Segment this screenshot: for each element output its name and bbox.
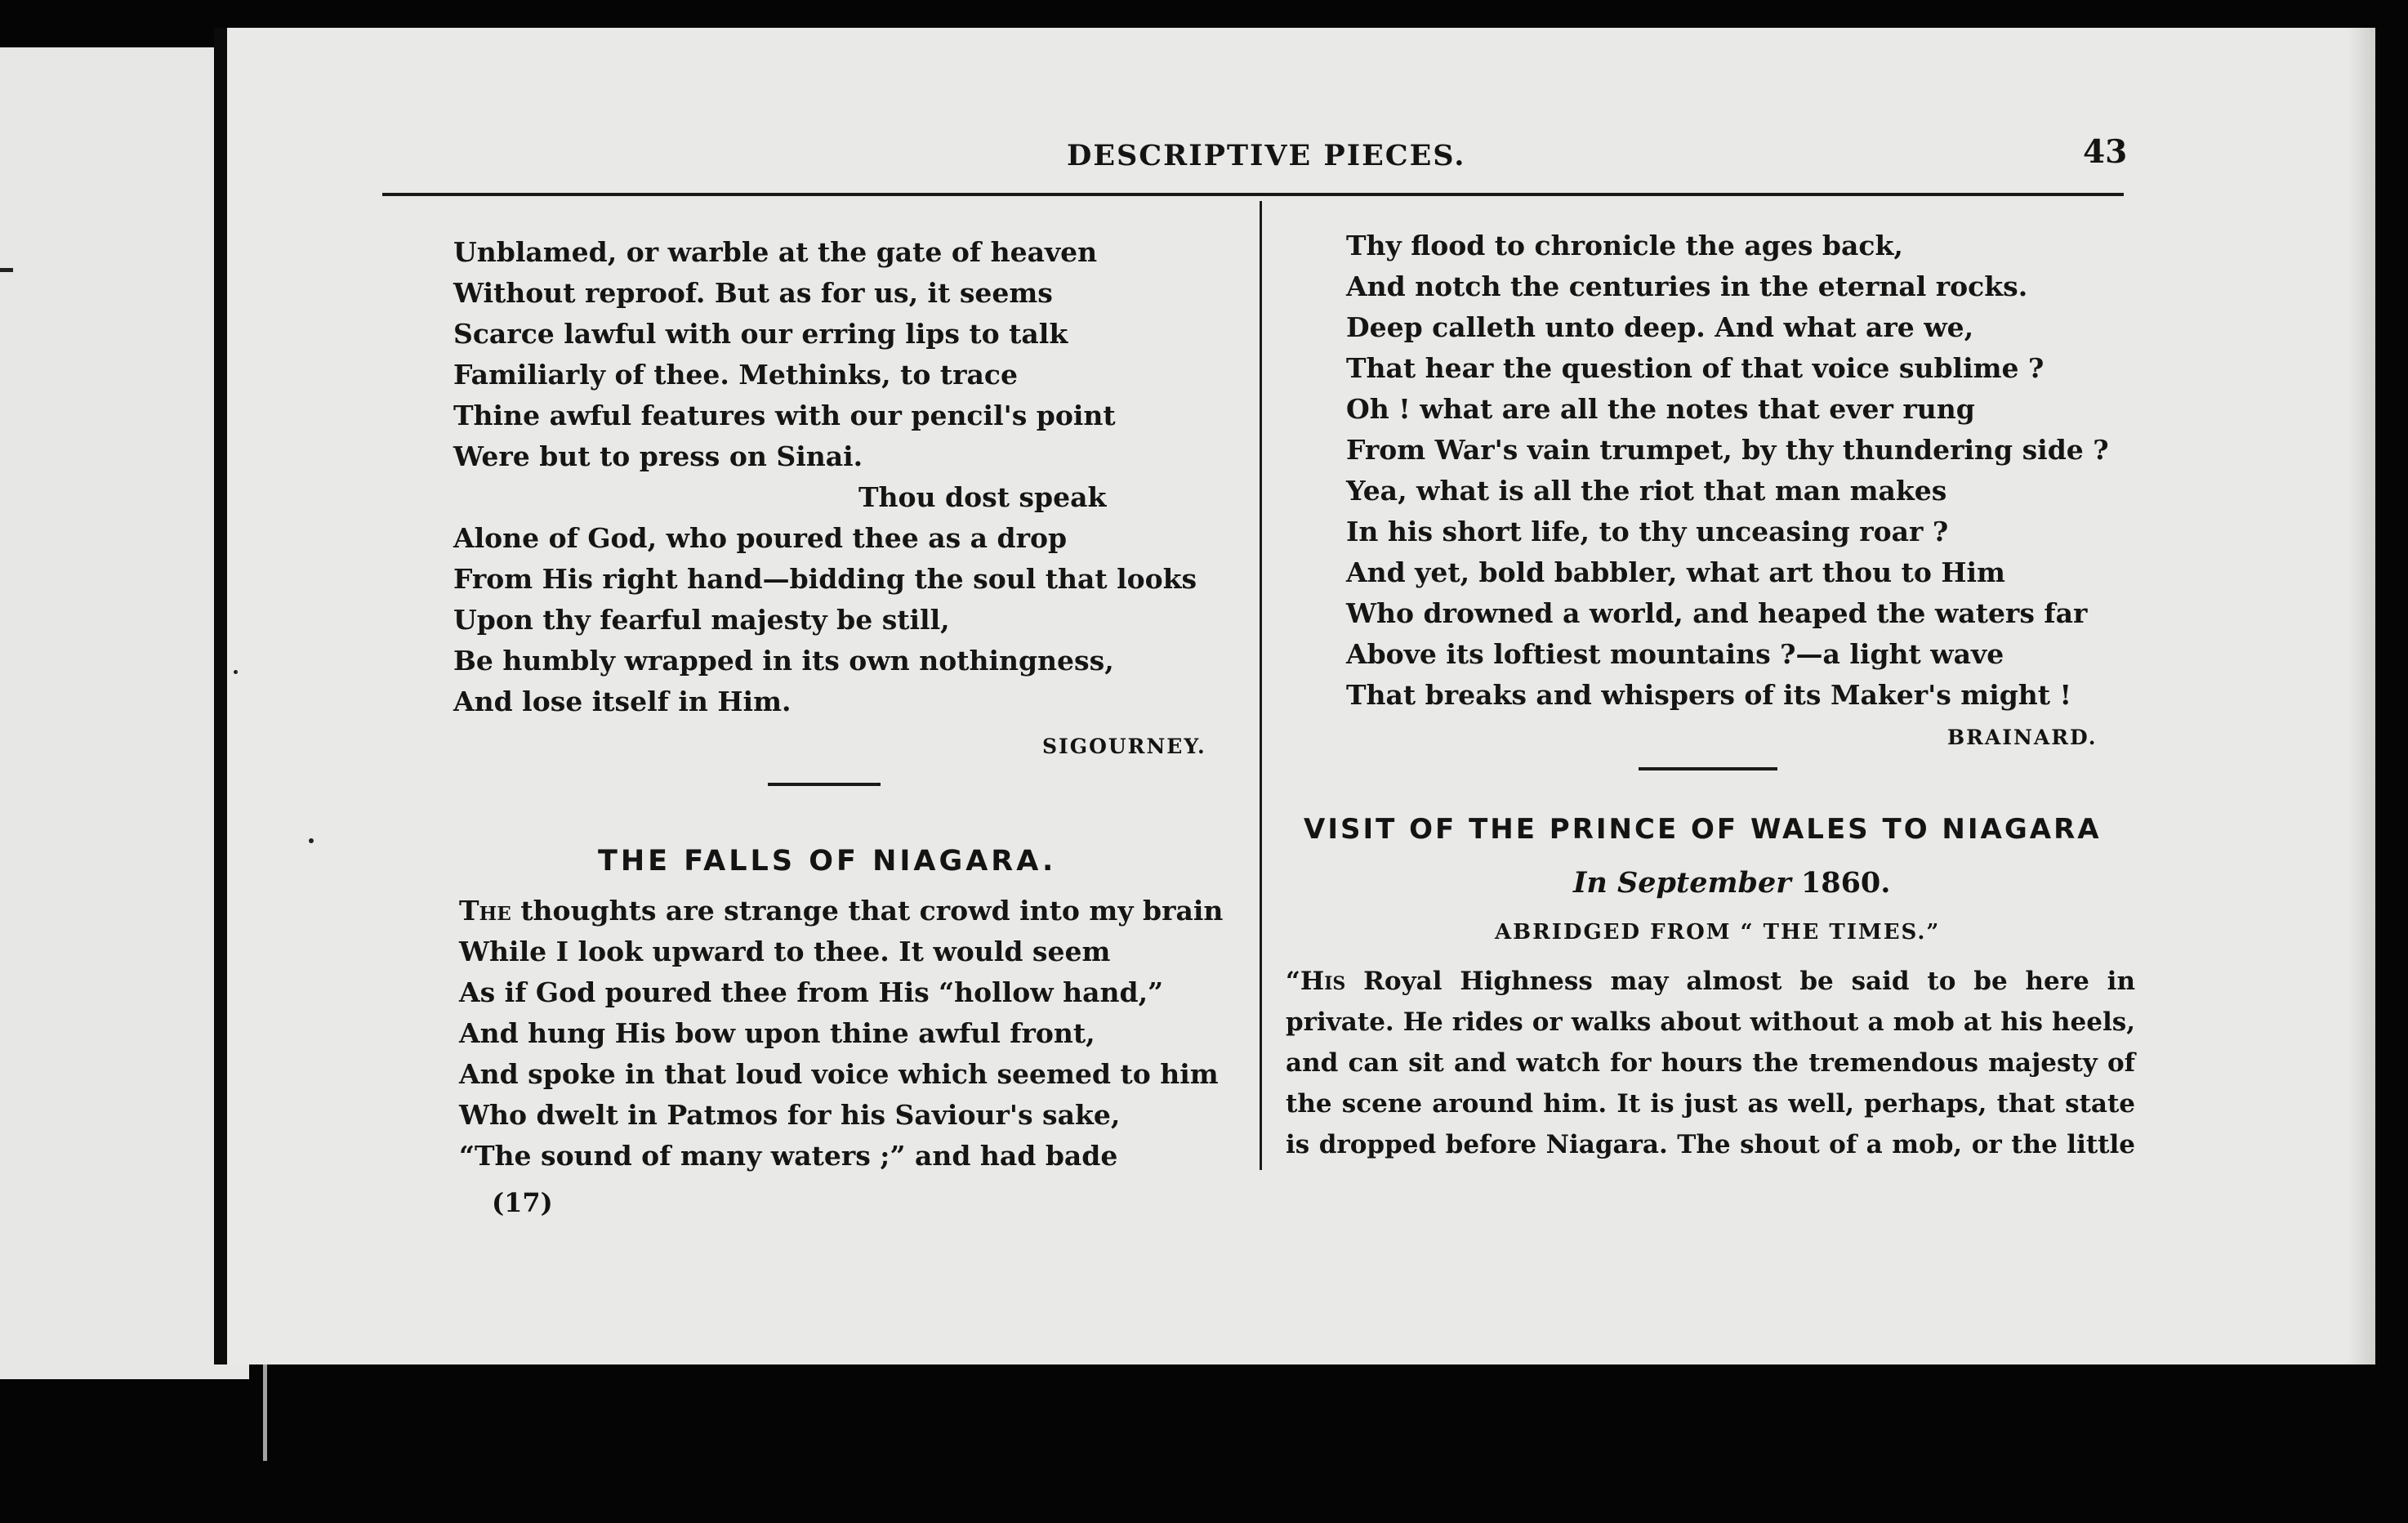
verse-line: In his short life, to thy unceasing roar ? bbox=[1346, 516, 1949, 547]
article-body bbox=[1286, 961, 2135, 1165]
verse-line: Oh ! what are all the notes that ever rung bbox=[1346, 393, 1975, 425]
prose-line: and can sit and watch for hours the tremendous majesty of bbox=[1286, 1048, 2135, 1078]
article-title: VISIT OF THE PRINCE OF WALES TO NIAGARA bbox=[1304, 813, 2102, 846]
verse-line: Be humbly wrapped in its own nothingness, bbox=[453, 645, 1114, 677]
verse-line: And yet, bold babbler, what art thou to Him bbox=[1346, 556, 2005, 588]
poem-sigourney bbox=[453, 232, 1197, 722]
poem-brainard bbox=[1346, 226, 2109, 716]
author-attribution: BRAINARD. bbox=[1947, 726, 2098, 749]
verse-line bbox=[459, 891, 1223, 931]
drop-word: “His bbox=[1286, 967, 1346, 996]
verse-line: As if God poured thee from His “hollow hand,” bbox=[459, 976, 1164, 1008]
article-subtitle bbox=[1573, 866, 1890, 900]
verse-line: Deep calleth unto deep. And what are we, bbox=[1346, 311, 1974, 343]
subtitle-italic: In September bbox=[1573, 866, 1791, 900]
verse-line: That hear the question of that voice sublime ? bbox=[1346, 352, 2045, 384]
verse-line: And spoke in that loud voice which seemed to him bbox=[459, 1058, 1219, 1090]
prose-line-text: Royal Highness may almost be said to be here in bbox=[1345, 967, 2135, 996]
verse-line-text: thoughts are strange that crowd into my brain bbox=[511, 895, 1224, 927]
drop-word: The bbox=[459, 895, 511, 927]
prose-line: private. He rides or walks about without a mob at his heels, bbox=[1286, 1007, 2135, 1037]
verse-line: Scarce lawful with our erring lips to talk bbox=[453, 318, 1068, 350]
section-title: THE FALLS OF NIAGARA. bbox=[598, 845, 1057, 878]
verse-line: Thine awful features with our pencil's point bbox=[453, 400, 1116, 431]
verse-line: Who dwelt in Patmos for his Saviour's sake, bbox=[459, 1099, 1121, 1131]
thread-mark bbox=[263, 1363, 267, 1461]
ink-speck bbox=[309, 838, 314, 843]
header-rule bbox=[382, 193, 2124, 196]
page-number: 43 bbox=[2083, 133, 2128, 171]
running-head: DESCRIPTIVE PIECES. bbox=[1067, 139, 1466, 172]
verse-line: Thy flood to chronicle the ages back, bbox=[1346, 230, 1903, 261]
verse-line: Yea, what is all the riot that man makes bbox=[1346, 475, 1947, 507]
verse-line: From War's vain trumpet, by thy thundering side ? bbox=[1346, 434, 2109, 466]
verse-line: Above its loftiest mountains ?—a light wave bbox=[1346, 638, 2004, 670]
prose-line bbox=[1286, 961, 2135, 1002]
subtitle-year: 1860. bbox=[1790, 866, 1891, 900]
verse-line: Upon thy fearful majesty be still, bbox=[453, 604, 950, 636]
verse-line: While I look upward to thee. It would seem bbox=[459, 936, 1111, 967]
signature-mark: (17) bbox=[492, 1187, 553, 1218]
margin-mark bbox=[0, 268, 13, 272]
verse-line: And hung His bow upon thine awful front, bbox=[459, 1017, 1095, 1049]
previous-page-edge bbox=[0, 47, 249, 1379]
verse-line: Unblamed, or warble at the gate of heaven bbox=[453, 236, 1098, 268]
article-source: ABRIDGED FROM “ THE TIMES.” bbox=[1495, 920, 1941, 945]
verse-line: Who drowned a world, and heaped the waters far bbox=[1346, 597, 2088, 629]
verse-line: Were but to press on Sinai. bbox=[453, 440, 863, 472]
section-rule bbox=[1639, 767, 1777, 770]
section-rule bbox=[768, 783, 881, 786]
poem-falls-of-niagara bbox=[459, 891, 1223, 1177]
verse-line: Alone of God, who poured thee as a drop bbox=[453, 522, 1068, 554]
prose-line: the scene around him. It is just as well, perhaps, that state bbox=[1286, 1089, 2135, 1119]
author-attribution: SIGOURNEY. bbox=[1042, 735, 1206, 758]
verse-line: That breaks and whispers of its Maker's might ! bbox=[1346, 679, 2072, 711]
verse-line: Familiarly of thee. Methinks, to trace bbox=[453, 359, 1018, 391]
verse-line-indented: Thou dost speak bbox=[858, 481, 1107, 513]
verse-line: And lose itself in Him. bbox=[453, 686, 792, 717]
page-edge-shadow bbox=[2348, 28, 2375, 1364]
column-divider bbox=[1260, 201, 1262, 1170]
prose-line: is dropped before Niagara. The shout of a mob, or the little bbox=[1286, 1130, 2135, 1159]
verse-line: Without reproof. But as for us, it seems bbox=[453, 277, 1053, 309]
verse-line: “The sound of many waters ;” and had bade bbox=[459, 1140, 1118, 1172]
verse-line: And notch the centuries in the eternal rocks. bbox=[1346, 270, 2028, 302]
verse-line: From His right hand—bidding the soul that looks bbox=[453, 563, 1197, 595]
ink-speck bbox=[234, 670, 238, 674]
